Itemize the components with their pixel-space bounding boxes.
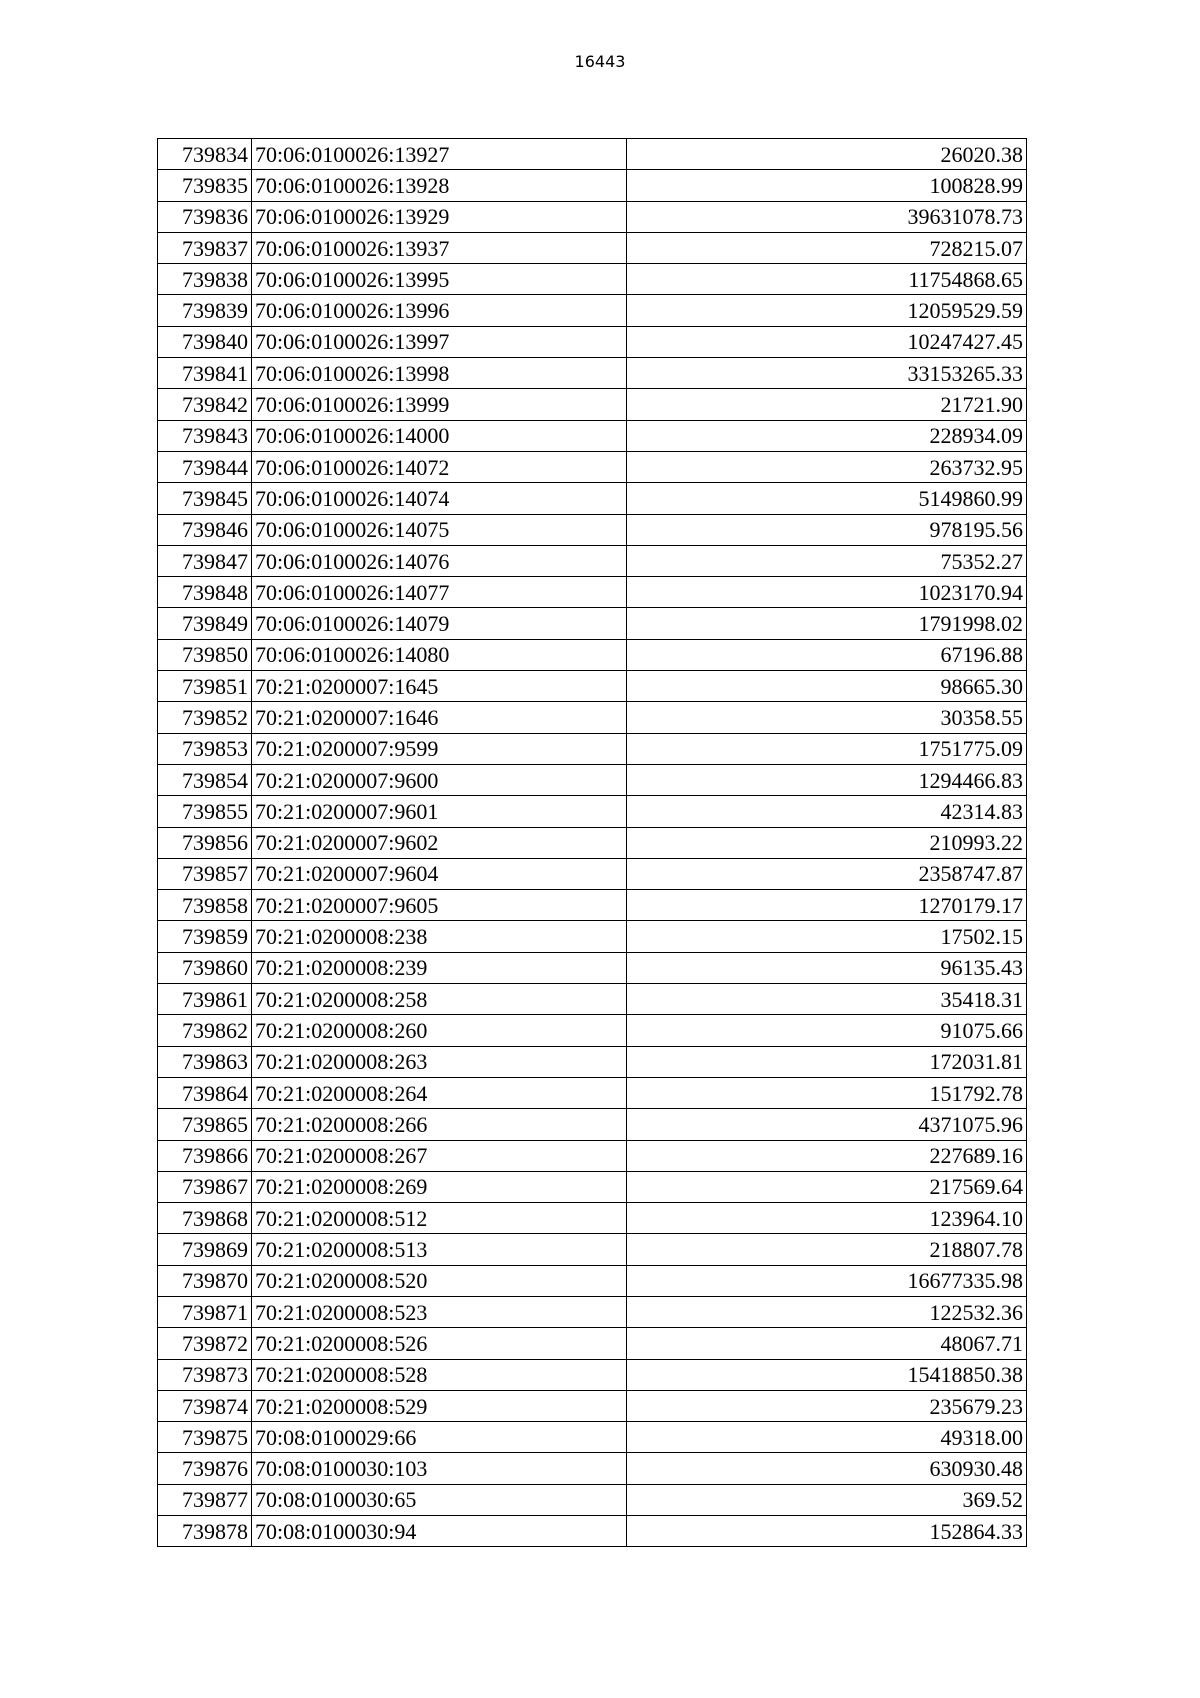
- row-number-cell: 739873: [158, 1359, 252, 1390]
- cadastral-value-cell: 210993.22: [627, 827, 1027, 858]
- row-number-cell: 739850: [158, 639, 252, 670]
- row-number-cell: 739849: [158, 608, 252, 639]
- row-number-cell: 739847: [158, 545, 252, 576]
- cadastral-value-cell: 15418850.38: [627, 1359, 1027, 1390]
- row-number-cell: 739863: [158, 1046, 252, 1077]
- cadastral-value-cell: 2358747.87: [627, 858, 1027, 889]
- row-number-cell: 739869: [158, 1234, 252, 1265]
- row-number-cell: 739866: [158, 1140, 252, 1171]
- cadastral-number-cell: 70:06:0100026:13997: [252, 326, 627, 357]
- cadastral-value-cell: 12059529.59: [627, 295, 1027, 326]
- cadastral-number-cell: 70:06:0100026:14072: [252, 451, 627, 482]
- table-row: [158, 545, 1027, 576]
- row-number-cell: 739837: [158, 232, 252, 263]
- table-row: [158, 1516, 1027, 1547]
- cadastral-value-cell: 10247427.45: [627, 326, 1027, 357]
- row-number-cell: 739861: [158, 984, 252, 1015]
- cadastral-number-cell: 70:21:0200008:528: [252, 1359, 627, 1390]
- cadastral-value-table: [157, 138, 1027, 1547]
- cadastral-number-cell: 70:06:0100026:14080: [252, 639, 627, 670]
- cadastral-number-cell: 70:06:0100026:13996: [252, 295, 627, 326]
- row-number-cell: 739848: [158, 577, 252, 608]
- table-row: [158, 984, 1027, 1015]
- cadastral-number-cell: 70:21:0200008:523: [252, 1296, 627, 1327]
- table-row: [158, 389, 1027, 420]
- cadastral-value-cell: 369.52: [627, 1484, 1027, 1515]
- row-number-cell: 739868: [158, 1203, 252, 1234]
- row-number-cell: 739874: [158, 1390, 252, 1421]
- cadastral-number-cell: 70:21:0200008:526: [252, 1328, 627, 1359]
- cadastral-value-cell: 630930.48: [627, 1453, 1027, 1484]
- cadastral-number-cell: 70:06:0100026:14077: [252, 577, 627, 608]
- cadastral-number-cell: 70:21:0200007:9602: [252, 827, 627, 858]
- table-row: [158, 264, 1027, 295]
- cadastral-number-cell: 70:08:0100030:103: [252, 1453, 627, 1484]
- cadastral-number-cell: 70:08:0100030:65: [252, 1484, 627, 1515]
- cadastral-value-cell: 122532.36: [627, 1296, 1027, 1327]
- cadastral-number-cell: 70:06:0100026:14074: [252, 483, 627, 514]
- row-number-cell: 739844: [158, 451, 252, 482]
- row-number-cell: 739853: [158, 733, 252, 764]
- cadastral-number-cell: 70:21:0200007:9599: [252, 733, 627, 764]
- cadastral-value-cell: 217569.64: [627, 1171, 1027, 1202]
- cadastral-number-cell: 70:21:0200008:264: [252, 1077, 627, 1108]
- cadastral-value-cell: 67196.88: [627, 639, 1027, 670]
- cadastral-value-cell: 978195.56: [627, 514, 1027, 545]
- cadastral-value-cell: 75352.27: [627, 545, 1027, 576]
- cadastral-number-cell: 70:21:0200008:260: [252, 1015, 627, 1046]
- row-number-cell: 739865: [158, 1109, 252, 1140]
- row-number-cell: 739878: [158, 1516, 252, 1547]
- table-row: [158, 1328, 1027, 1359]
- table-row: [158, 671, 1027, 702]
- table-row: [158, 764, 1027, 795]
- cadastral-number-cell: 70:06:0100026:13999: [252, 389, 627, 420]
- cadastral-value-cell: 48067.71: [627, 1328, 1027, 1359]
- row-number-cell: 739840: [158, 326, 252, 357]
- table-row: [158, 1234, 1027, 1265]
- row-number-cell: 739854: [158, 764, 252, 795]
- cadastral-value-cell: 100828.99: [627, 170, 1027, 201]
- row-number-cell: 739846: [158, 514, 252, 545]
- row-number-cell: 739845: [158, 483, 252, 514]
- row-number-cell: 739864: [158, 1077, 252, 1108]
- table-row: [158, 952, 1027, 983]
- cadastral-value-cell: 30358.55: [627, 702, 1027, 733]
- row-number-cell: 739858: [158, 890, 252, 921]
- table-row: [158, 827, 1027, 858]
- row-number-cell: 739876: [158, 1453, 252, 1484]
- cadastral-value-cell: 16677335.98: [627, 1265, 1027, 1296]
- cadastral-value-cell: 1791998.02: [627, 608, 1027, 639]
- cadastral-value-cell: 35418.31: [627, 984, 1027, 1015]
- table-row: [158, 232, 1027, 263]
- cadastral-value-cell: 1270179.17: [627, 890, 1027, 921]
- cadastral-value-cell: 91075.66: [627, 1015, 1027, 1046]
- cadastral-value-cell: 235679.23: [627, 1390, 1027, 1421]
- table-row: [158, 1359, 1027, 1390]
- page-number: 16443: [574, 52, 626, 71]
- table-row: [158, 858, 1027, 889]
- cadastral-number-cell: 70:06:0100026:13937: [252, 232, 627, 263]
- table-row: [158, 1265, 1027, 1296]
- cadastral-number-cell: 70:06:0100026:13995: [252, 264, 627, 295]
- table-row: [158, 1484, 1027, 1515]
- row-number-cell: 739842: [158, 389, 252, 420]
- table-row: [158, 577, 1027, 608]
- cadastral-value-cell: 96135.43: [627, 952, 1027, 983]
- table-row: [158, 733, 1027, 764]
- cadastral-number-cell: 70:06:0100026:14079: [252, 608, 627, 639]
- row-number-cell: 739852: [158, 702, 252, 733]
- table-row: [158, 1015, 1027, 1046]
- cadastral-value-cell: 123964.10: [627, 1203, 1027, 1234]
- cadastral-number-cell: 70:21:0200008:267: [252, 1140, 627, 1171]
- cadastral-number-cell: 70:21:0200008:258: [252, 984, 627, 1015]
- cadastral-number-cell: 70:21:0200008:520: [252, 1265, 627, 1296]
- table-row: [158, 890, 1027, 921]
- table-row: [158, 1077, 1027, 1108]
- table-row: [158, 608, 1027, 639]
- row-number-cell: 739855: [158, 796, 252, 827]
- row-number-cell: 739843: [158, 420, 252, 451]
- cadastral-value-cell: 21721.90: [627, 389, 1027, 420]
- cadastral-number-cell: 70:21:0200007:9605: [252, 890, 627, 921]
- cadastral-value-cell: 39631078.73: [627, 201, 1027, 232]
- cadastral-number-cell: 70:06:0100026:14076: [252, 545, 627, 576]
- table-row: [158, 921, 1027, 952]
- table-row: [158, 483, 1027, 514]
- table-row: [158, 1109, 1027, 1140]
- table-row: [158, 1296, 1027, 1327]
- table-row: [158, 420, 1027, 451]
- table-body: [158, 139, 1027, 1547]
- cadastral-value-cell: 4371075.96: [627, 1109, 1027, 1140]
- table-row: [158, 170, 1027, 201]
- cadastral-number-cell: 70:06:0100026:13998: [252, 358, 627, 389]
- cadastral-value-cell: 49318.00: [627, 1422, 1027, 1453]
- row-number-cell: 739841: [158, 358, 252, 389]
- table-row: [158, 1171, 1027, 1202]
- table-row: [158, 358, 1027, 389]
- row-number-cell: 739856: [158, 827, 252, 858]
- cadastral-value-cell: 1023170.94: [627, 577, 1027, 608]
- cadastral-number-cell: 70:21:0200008:239: [252, 952, 627, 983]
- cadastral-value-cell: 152864.33: [627, 1516, 1027, 1547]
- row-number-cell: 739870: [158, 1265, 252, 1296]
- cadastral-number-cell: 70:21:0200007:1645: [252, 671, 627, 702]
- row-number-cell: 739872: [158, 1328, 252, 1359]
- cadastral-value-cell: 33153265.33: [627, 358, 1027, 389]
- table-row: [158, 639, 1027, 670]
- cadastral-value-cell: 263732.95: [627, 451, 1027, 482]
- cadastral-value-cell: 26020.38: [627, 139, 1027, 170]
- table-row: [158, 201, 1027, 232]
- cadastral-value-cell: 17502.15: [627, 921, 1027, 952]
- row-number-cell: 739834: [158, 139, 252, 170]
- row-number-cell: 739871: [158, 1296, 252, 1327]
- row-number-cell: 739836: [158, 201, 252, 232]
- cadastral-number-cell: 70:06:0100026:13929: [252, 201, 627, 232]
- row-number-cell: 739851: [158, 671, 252, 702]
- row-number-cell: 739862: [158, 1015, 252, 1046]
- cadastral-value-cell: 42314.83: [627, 796, 1027, 827]
- row-number-cell: 739877: [158, 1484, 252, 1515]
- table-row: [158, 295, 1027, 326]
- table-row: [158, 1390, 1027, 1421]
- cadastral-number-cell: 70:21:0200007:9601: [252, 796, 627, 827]
- cadastral-value-cell: 728215.07: [627, 232, 1027, 263]
- table-row: [158, 702, 1027, 733]
- cadastral-number-cell: 70:21:0200008:263: [252, 1046, 627, 1077]
- cadastral-value-cell: 5149860.99: [627, 483, 1027, 514]
- cadastral-value-cell: 11754868.65: [627, 264, 1027, 295]
- cadastral-number-cell: 70:08:0100029:66: [252, 1422, 627, 1453]
- row-number-cell: 739857: [158, 858, 252, 889]
- row-number-cell: 739839: [158, 295, 252, 326]
- table-row: [158, 514, 1027, 545]
- row-number-cell: 739867: [158, 1171, 252, 1202]
- cadastral-value-cell: 1294466.83: [627, 764, 1027, 795]
- row-number-cell: 739860: [158, 952, 252, 983]
- row-number-cell: 739859: [158, 921, 252, 952]
- table-row: [158, 1203, 1027, 1234]
- cadastral-number-cell: 70:21:0200008:266: [252, 1109, 627, 1140]
- cadastral-number-cell: 70:21:0200008:269: [252, 1171, 627, 1202]
- cadastral-number-cell: 70:06:0100026:14000: [252, 420, 627, 451]
- row-number-cell: 739835: [158, 170, 252, 201]
- row-number-cell: 739838: [158, 264, 252, 295]
- cadastral-number-cell: 70:06:0100026:13927: [252, 139, 627, 170]
- table-row: [158, 139, 1027, 170]
- table-row: [158, 1046, 1027, 1077]
- table-row: [158, 1453, 1027, 1484]
- row-number-cell: 739875: [158, 1422, 252, 1453]
- cadastral-value-cell: 227689.16: [627, 1140, 1027, 1171]
- cadastral-number-cell: 70:21:0200007:9604: [252, 858, 627, 889]
- table-row: [158, 1140, 1027, 1171]
- table-row: [158, 1422, 1027, 1453]
- cadastral-number-cell: 70:21:0200008:513: [252, 1234, 627, 1265]
- cadastral-value-cell: 1751775.09: [627, 733, 1027, 764]
- cadastral-number-cell: 70:08:0100030:94: [252, 1516, 627, 1547]
- cadastral-number-cell: 70:21:0200007:9600: [252, 764, 627, 795]
- table-row: [158, 326, 1027, 357]
- cadastral-number-cell: 70:21:0200008:512: [252, 1203, 627, 1234]
- cadastral-number-cell: 70:21:0200008:529: [252, 1390, 627, 1421]
- cadastral-number-cell: 70:06:0100026:13928: [252, 170, 627, 201]
- cadastral-value-cell: 172031.81: [627, 1046, 1027, 1077]
- cadastral-value-cell: 228934.09: [627, 420, 1027, 451]
- cadastral-value-cell: 218807.78: [627, 1234, 1027, 1265]
- cadastral-value-cell: 98665.30: [627, 671, 1027, 702]
- cadastral-value-cell: 151792.78: [627, 1077, 1027, 1108]
- cadastral-number-cell: 70:21:0200008:238: [252, 921, 627, 952]
- cadastral-number-cell: 70:06:0100026:14075: [252, 514, 627, 545]
- table-row: [158, 796, 1027, 827]
- table-row: [158, 451, 1027, 482]
- cadastral-number-cell: 70:21:0200007:1646: [252, 702, 627, 733]
